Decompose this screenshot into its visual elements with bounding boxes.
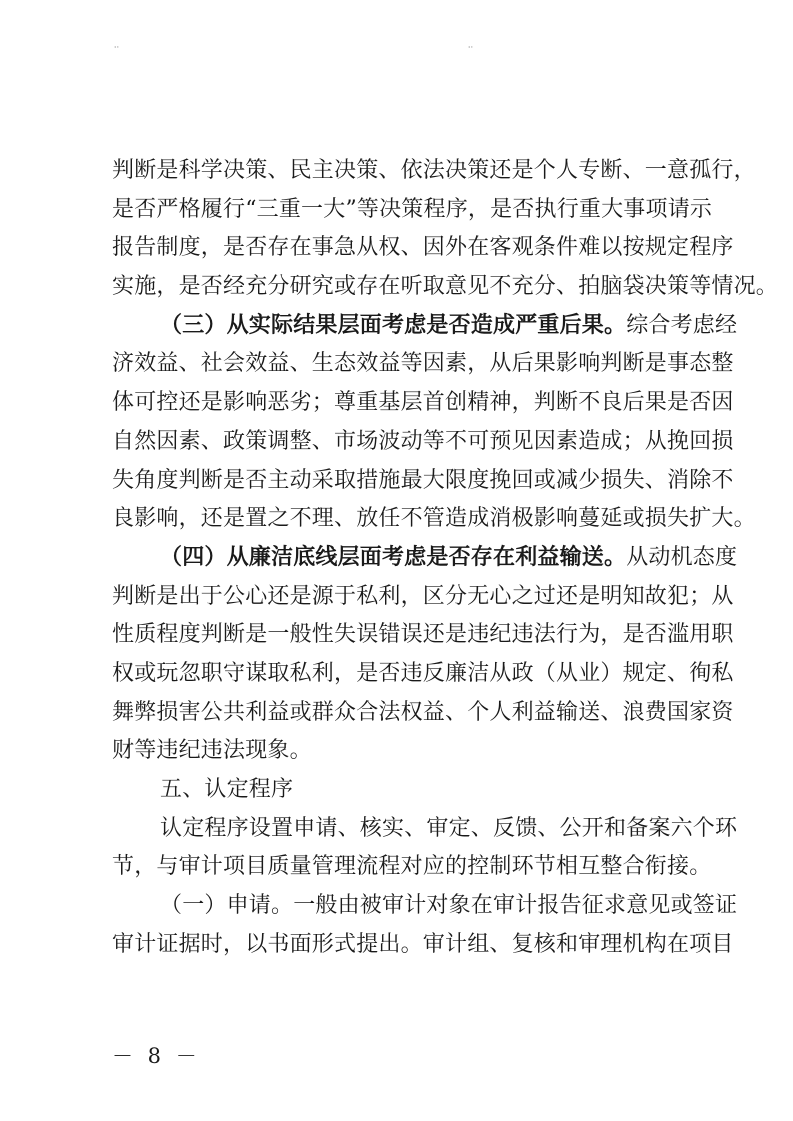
paragraph-4-lead: （四）从廉洁底线层面考虑是否存在利益输送。 xyxy=(160,544,627,570)
text-line: 实施，是否经充分研究或存在听取意见不充分、拍脑袋决策等情况。 xyxy=(112,274,779,300)
section-5-heading: 五、认定程序 xyxy=(160,777,294,802)
scan-mark-right: ⸱· xyxy=(468,43,474,53)
apply-paragraph-first-line xyxy=(112,887,738,926)
page-number: － 8 － xyxy=(112,1044,201,1068)
paragraph-4-first-line xyxy=(112,539,738,578)
text-line: 审计证据时，以书面形式提出。审计组、复核和审理机构在项目 xyxy=(112,931,734,957)
text-line: 性质程度判断是一般性失误错误还是违纪违法行为，是否滥用职 xyxy=(112,622,734,648)
text-line: 自然因素、政策调整、市场波动等不可预见因素造成；从挽回损 xyxy=(112,428,734,454)
paragraph-3-first-rest: 综合考虑经 xyxy=(626,312,738,338)
text-line: 舞弊损害公共利益或群众合法权益、个人利益输送、浪费国家资 xyxy=(112,699,734,725)
paragraph-3-lead: （三）从实际结果层面考虑是否造成严重后果。 xyxy=(160,312,627,338)
body-text xyxy=(112,152,779,964)
paragraph-4-first-rest: 从动机态度 xyxy=(626,544,738,570)
text-line: 体可控还是影响恶劣；尊重基层首创精神，判断不良后果是否因 xyxy=(112,390,734,416)
text-line: 报告制度，是否存在事急从权、因外在客观条件难以按规定程序 xyxy=(112,235,734,261)
scan-mark-left: ⸱· xyxy=(114,43,120,53)
section-5-intro-line: 节，与审计项目质量管理流程对应的控制环节相互整合衔接。 xyxy=(112,854,712,880)
text-line: 良影响，还是置之不理、放任不管造成消极影响蔓延或损失扩大。 xyxy=(112,506,756,532)
text-line: 失角度判断是否主动采取措施最大限度挽回或减少损失、消除不 xyxy=(112,467,734,493)
text-line: 是否严格履行“三重一大”等决策程序，是否执行重大事项请示 xyxy=(112,196,713,222)
text-line: 权或玩忽职守谋取私利，是否违反廉洁从政（从业）规定、徇私 xyxy=(112,660,734,686)
apply-paragraph-first-rest: 一般由被审计对象在审计报告征求意见或签证 xyxy=(293,893,738,919)
paragraph-3-first-line xyxy=(112,307,738,346)
text-line: 济效益、社会效益、生态效益等因素，从后果影响判断是事态整 xyxy=(112,351,734,377)
apply-paragraph-lead: （一）申请。 xyxy=(160,893,294,919)
section-5-intro-line: 认定程序设置申请、核实、审定、反馈、公开和备案六个环 xyxy=(160,815,738,841)
text-line: 判断是出于公心还是源于私利，区分无心之过还是明知故犯；从 xyxy=(112,583,734,609)
text-line: 财等违纪违法现象。 xyxy=(112,738,312,764)
text-line: 判断是科学决策、民主决策、依法决策还是个人专断、一意孤行， xyxy=(112,158,756,183)
